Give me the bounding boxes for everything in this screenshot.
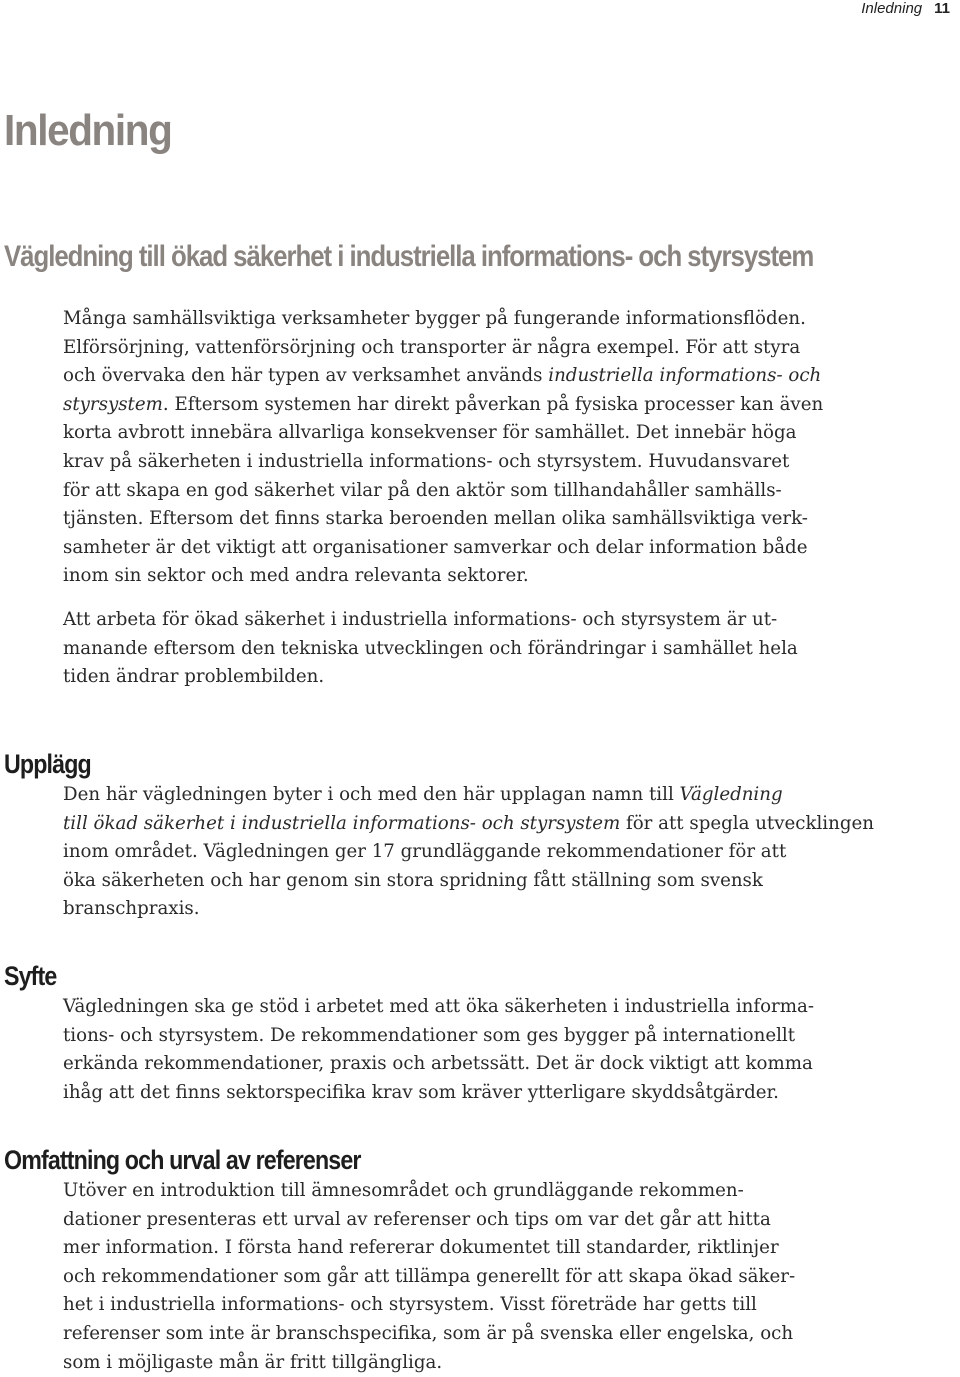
text-line <box>63 362 853 391</box>
text-line: tjänsten. Eftersom det finns starka beroenden mellan olika samhällsviktiga verk- <box>63 508 808 530</box>
intro-paragraph-1 <box>63 305 853 591</box>
running-header <box>861 0 950 18</box>
text-line: het i industriella informations- och styrsystem. Visst företräde har getts till <box>63 1294 757 1316</box>
heading-omfattning: Omfattning och urval av referenser <box>4 1145 361 1175</box>
emphasis-title: Vägledning <box>679 784 783 805</box>
chapter-title: Inledning <box>4 106 172 155</box>
text-line: samheter är det viktigt att organisationer samverkar och delar information både <box>63 536 808 558</box>
text-line: öka säkerheten och har genom sin stora spridning fått ställning som svensk <box>63 869 763 891</box>
heading-upplagg: Upplägg <box>4 749 91 779</box>
text-run: för att spegla utvecklingen <box>620 812 874 834</box>
text-line: branschpraxis. <box>63 898 200 920</box>
text-line: dationer presenteras ett urval av referenser och tips om var det går att hitta <box>63 1208 771 1230</box>
text-line <box>63 391 853 420</box>
text-line: och rekommendationer som går att tillämpa generellt för att skapa ökad säker- <box>63 1265 796 1287</box>
page-number: 11 <box>934 0 950 17</box>
text-line: tions- och styrsystem. De rekommendationer som ges bygger på internationellt <box>63 1024 796 1046</box>
text-line: krav på säkerheten i industriella informations- och styrsystem. Huvudansvaret <box>63 450 790 472</box>
text-line: Utöver en introduktion till ämnesområdet och grundläggande rekommen- <box>63 1180 744 1201</box>
text-line <box>63 810 874 839</box>
text-line: erkända rekommendationer, praxis och arbetssätt. Det är dock viktigt att komma <box>63 1053 813 1075</box>
intro-paragraph-2 <box>63 606 853 692</box>
text-line: tiden ändrar problembilden. <box>63 666 325 688</box>
text-line: manande eftersom den tekniska utvecklingen och förändringar i samhället hela <box>63 637 798 659</box>
text-line: korta avbrott innebära allvarliga konsekvenser för samhället. Det innebär höga <box>63 422 797 444</box>
text-line: Vägledningen ska ge stöd i arbetet med att öka säkerheten i industriella informa- <box>63 996 814 1017</box>
heading-syfte: Syfte <box>4 961 57 991</box>
text-line: referenser som inte är branschspecifika, som är på svenska eller engelska, och <box>63 1322 794 1344</box>
text-line: Många samhällsviktiga verksamheter bygger på fungerande informationsflöden. <box>63 308 806 329</box>
omfattning-paragraph <box>63 1177 853 1377</box>
upplagg-paragraph <box>63 781 874 924</box>
text-line: Elförsörjning, vattenförsörjning och transporter är några exempel. För att styra <box>63 336 801 358</box>
text-run: och övervaka den här typen av verksamhet används <box>63 365 549 387</box>
text-line: för att skapa en god säkerhet vilar på den aktör som tillhandahåller samhälls- <box>63 479 782 501</box>
text-line: som i möjligaste mån är fritt tillgängliga. <box>63 1351 443 1373</box>
text-run: . Eftersom systemen har direkt påverkan på fysiska processer kan även <box>162 393 824 415</box>
running-header-section: Inledning <box>861 0 923 17</box>
emphasis-term: industriella informations- och <box>548 365 822 387</box>
syfte-paragraph <box>63 993 853 1107</box>
text-line: Att arbeta för ökad säkerhet i industriella informations- och styrsystem är ut- <box>63 609 778 630</box>
text-line: inom området. Vägledningen ger 17 grundläggande rekommendationer för att <box>63 841 787 863</box>
text-line: inom sin sektor och med andra relevanta sektorer. <box>63 565 529 587</box>
text-line <box>63 781 853 810</box>
emphasis-title: till ökad säkerhet i industriella informations- och styrsystem <box>63 812 621 834</box>
text-line: mer information. I första hand refererar dokumentet till standarder, riktlinjer <box>63 1237 779 1259</box>
text-line: ihåg att det finns sektorspecifika krav som kräver ytterligare skyddsåtgärder. <box>63 1081 779 1103</box>
section-title: Vägledning till ökad säkerhet i industriella informations- och styrsystem <box>4 240 814 273</box>
text-run: Den här vägledningen byter i och med den här upplagan namn till <box>63 784 680 805</box>
emphasis-term: styrsystem <box>63 393 163 415</box>
